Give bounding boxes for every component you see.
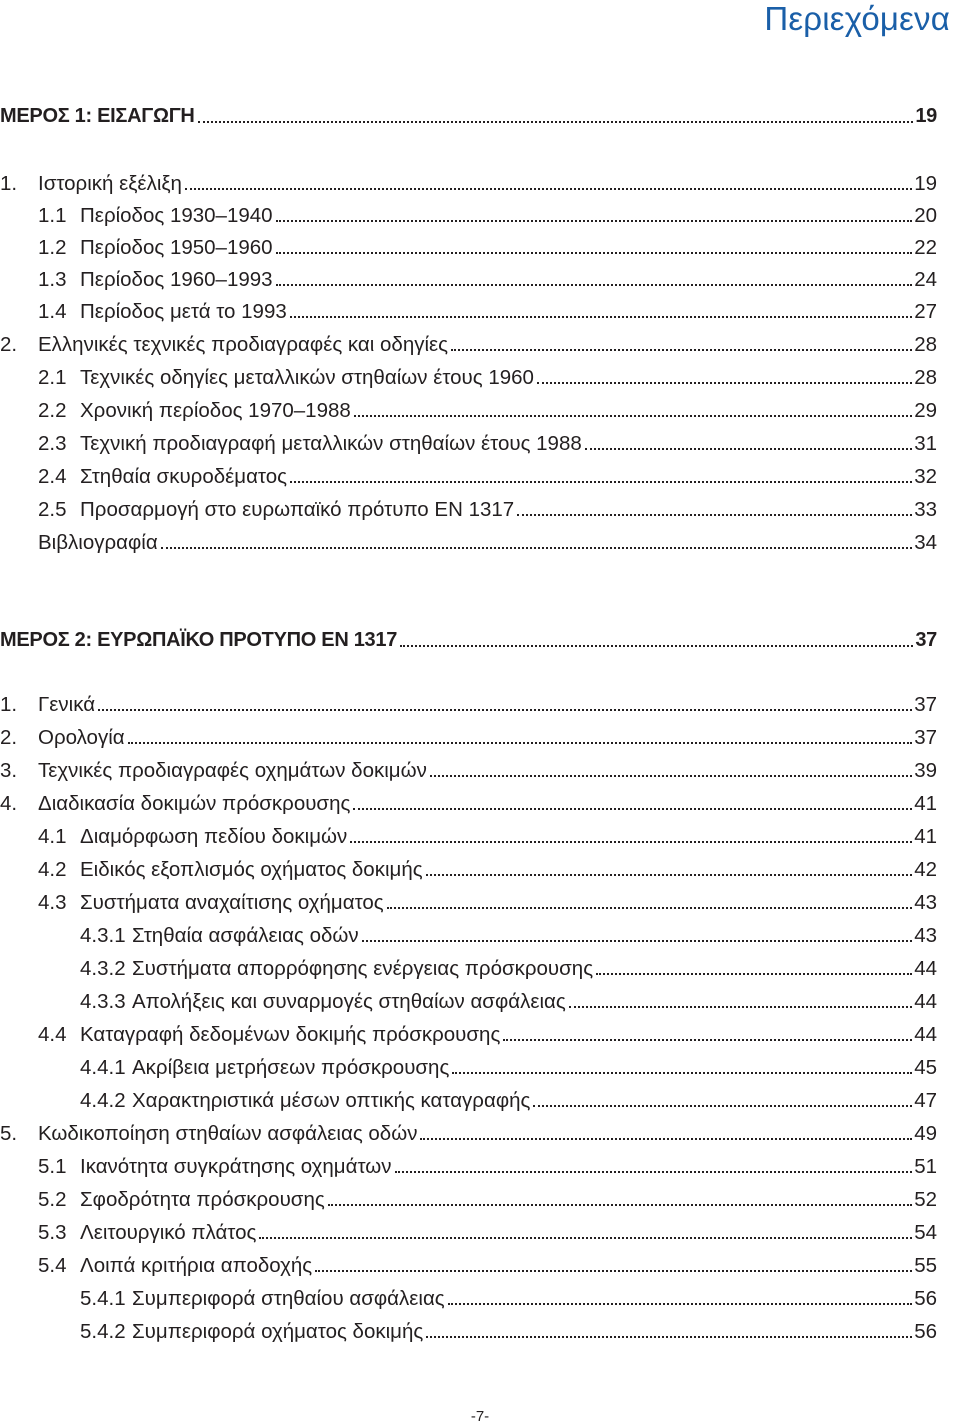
toc-entry[interactable] bbox=[0, 1216, 937, 1249]
dot-leader bbox=[276, 283, 913, 286]
toc-entry[interactable] bbox=[0, 1150, 937, 1183]
toc-entry[interactable] bbox=[0, 919, 937, 952]
toc-entry[interactable] bbox=[0, 787, 937, 820]
toc-entry-label: Λοιπά κριτήρια αποδοχής bbox=[80, 1254, 313, 1277]
toc-entry[interactable] bbox=[0, 328, 937, 361]
toc-entry-label: Διαδικασία δοκιμών πρόσκρουσης bbox=[38, 792, 351, 815]
toc-page-number: 49 bbox=[914, 1122, 937, 1145]
toc-entry-number: 4.3 bbox=[38, 891, 67, 914]
toc-entry-label: Χρονική περίοδος 1970–1988 bbox=[80, 399, 351, 422]
toc-entry-label: Διαμόρφωση πεδίου δοκιμών bbox=[80, 825, 348, 848]
toc-entry-label: Χαρακτηριστικά μέσων οπτικής καταγραφής bbox=[132, 1089, 531, 1112]
dot-leader bbox=[353, 807, 912, 810]
toc-entry-number: 2. bbox=[0, 333, 18, 356]
toc-page-number: 51 bbox=[914, 1155, 937, 1178]
toc-entry-number: 5.2 bbox=[38, 1188, 67, 1211]
toc-entry-label: Τεχνικές οδηγίες μεταλλικών στηθαίων έτους 1960 bbox=[80, 366, 534, 389]
toc-entry-label: Βιβλιογραφία bbox=[38, 531, 158, 554]
dot-leader bbox=[259, 1236, 912, 1239]
toc-entry-number: 1.3 bbox=[38, 268, 67, 291]
toc-page-number: 37 bbox=[914, 693, 937, 716]
toc-entry-label: Σφοδρότητα πρόσκρουσης bbox=[80, 1188, 325, 1211]
toc-part-2[interactable] bbox=[0, 624, 937, 657]
toc-entry[interactable] bbox=[0, 493, 937, 526]
toc-entry-label: Περίοδος 1960–1993 bbox=[80, 268, 273, 291]
toc-entry[interactable] bbox=[0, 231, 937, 264]
toc-entry-label: Ειδικός εξοπλισμός οχήματος δοκιμής bbox=[80, 858, 423, 881]
toc-entry[interactable] bbox=[0, 295, 937, 328]
toc-entry-label: Συστήματα αναχαίτισης οχήματος bbox=[80, 891, 384, 914]
dot-leader bbox=[354, 414, 912, 417]
dot-leader bbox=[290, 315, 912, 318]
toc-page-number: 31 bbox=[914, 432, 937, 455]
toc-entry-label: Ιστορική εξέλιξη bbox=[38, 172, 182, 195]
toc-entry-number: 4.4.2 bbox=[80, 1089, 126, 1112]
toc-entry-number: 5.3 bbox=[38, 1221, 67, 1244]
toc-page-number: 20 bbox=[914, 204, 937, 227]
toc-entry[interactable] bbox=[0, 526, 937, 559]
toc-entry-label: Τεχνικές προδιαγραφές οχημάτων δοκιμών bbox=[38, 759, 427, 782]
toc-entry[interactable] bbox=[0, 1051, 937, 1084]
toc-entry[interactable] bbox=[0, 361, 937, 394]
dot-leader bbox=[569, 1005, 912, 1008]
toc-entry-number: 5.4.2 bbox=[80, 1320, 126, 1343]
toc-entry-number: 4. bbox=[0, 792, 18, 815]
toc-entry-label: Προσαρμογή στο ευρωπαϊκό πρότυπο ΕΝ 1317 bbox=[80, 498, 515, 521]
toc-page-number: 33 bbox=[914, 498, 937, 521]
toc-page-number: 19 bbox=[915, 105, 937, 127]
toc-entry-label: Συστήματα απορρόφησης ενέργειας πρόσκρουσης bbox=[132, 957, 594, 980]
toc-part-label: ΜΕΡΟΣ 2: ΕΥΡΩΠΑΪΚΟ ΠΡΟΤΥΠΟ ΕΝ 1317 bbox=[0, 629, 398, 651]
dot-leader bbox=[448, 1302, 913, 1305]
toc-entry-number: 5.4.1 bbox=[80, 1287, 126, 1310]
toc-page-number: 37 bbox=[915, 629, 937, 651]
toc-entry-number: 1.1 bbox=[38, 204, 67, 227]
toc-page-number: 24 bbox=[914, 268, 937, 291]
dot-leader bbox=[315, 1269, 912, 1272]
toc-part-1[interactable] bbox=[0, 100, 937, 133]
dot-leader bbox=[400, 644, 913, 647]
toc-entry[interactable] bbox=[0, 952, 937, 985]
toc-entry-label: Στηθαία ασφάλειας οδών bbox=[132, 924, 359, 947]
toc-entry-number: 2.2 bbox=[38, 399, 67, 422]
toc-entry-number: 4.4.1 bbox=[80, 1056, 126, 1079]
dot-leader bbox=[362, 939, 913, 942]
dot-leader bbox=[517, 513, 912, 516]
dot-leader bbox=[430, 774, 912, 777]
toc-page-number: 39 bbox=[914, 759, 937, 782]
dot-leader bbox=[395, 1170, 913, 1173]
toc-entry[interactable] bbox=[0, 1249, 937, 1282]
toc-entry[interactable] bbox=[0, 985, 937, 1018]
toc-entry-number: 2.4 bbox=[38, 465, 67, 488]
toc-part-label: ΜΕΡΟΣ 1: ΕΙΣΑΓΩΓΗ bbox=[0, 105, 195, 127]
toc-entry[interactable] bbox=[0, 394, 937, 427]
toc-entry[interactable] bbox=[0, 263, 937, 296]
toc-page-number: 56 bbox=[914, 1287, 937, 1310]
toc-page-number: 29 bbox=[914, 399, 937, 422]
dot-leader bbox=[503, 1038, 912, 1041]
dot-leader bbox=[387, 906, 913, 909]
dot-leader bbox=[161, 546, 913, 549]
toc-entry-number: 5. bbox=[0, 1122, 18, 1145]
toc-entry[interactable] bbox=[0, 460, 937, 493]
toc-page-number: 41 bbox=[914, 792, 937, 815]
toc-entry[interactable] bbox=[0, 1018, 937, 1051]
toc-page-number: 55 bbox=[914, 1254, 937, 1277]
toc-entry[interactable] bbox=[0, 886, 937, 919]
toc-entry-number: 2.1 bbox=[38, 366, 67, 389]
dot-leader bbox=[451, 348, 912, 351]
toc-entry[interactable] bbox=[0, 427, 937, 460]
toc-entry[interactable] bbox=[0, 1315, 937, 1348]
toc-entry[interactable] bbox=[0, 688, 937, 721]
page-title: Περιεχόμενα bbox=[764, 0, 950, 37]
toc-page-number: 47 bbox=[914, 1089, 937, 1112]
toc-entry-label: Συμπεριφορά στηθαίου ασφάλειας bbox=[132, 1287, 445, 1310]
dot-leader bbox=[426, 873, 913, 876]
dot-leader bbox=[185, 187, 912, 190]
toc-entry[interactable] bbox=[0, 754, 937, 787]
toc-page-number: 44 bbox=[914, 990, 937, 1013]
toc-entry-number: 2.3 bbox=[38, 432, 67, 455]
toc-entry-number: 2. bbox=[0, 726, 18, 749]
toc-entry-label: Περίοδος μετά το 1993 bbox=[80, 300, 287, 323]
toc-page-number: 42 bbox=[914, 858, 937, 881]
toc-entry-label: Περίοδος 1950–1960 bbox=[80, 236, 273, 259]
toc-entry-number: 1. bbox=[0, 693, 18, 716]
toc-entry-label: Λειτουργικό πλάτος bbox=[80, 1221, 257, 1244]
dot-leader bbox=[533, 1104, 912, 1107]
toc-entry[interactable] bbox=[0, 167, 937, 200]
toc-page-number: 44 bbox=[914, 1023, 937, 1046]
toc-entry-number: 2.5 bbox=[38, 498, 67, 521]
dot-leader bbox=[98, 708, 912, 711]
toc-page-number: 37 bbox=[914, 726, 937, 749]
toc-entry-label: Ελληνικές τεχνικές προδιαγραφές και οδηγίες bbox=[38, 333, 449, 356]
dot-leader bbox=[420, 1137, 912, 1140]
toc-page-number: 44 bbox=[914, 957, 937, 980]
toc-page-number: 32 bbox=[914, 465, 937, 488]
toc-page-number: 22 bbox=[914, 236, 937, 259]
toc-entry-number: 1.4 bbox=[38, 300, 67, 323]
toc-entry-number: 5.4 bbox=[38, 1254, 67, 1277]
toc-entry[interactable] bbox=[0, 1282, 937, 1315]
dot-leader bbox=[585, 447, 912, 450]
toc-entry-label: Γενικά bbox=[38, 693, 96, 716]
dot-leader bbox=[596, 972, 912, 975]
toc-page-number: 34 bbox=[914, 531, 937, 554]
toc-entry[interactable] bbox=[0, 1084, 937, 1117]
toc-entry-number: 4.4 bbox=[38, 1023, 67, 1046]
toc-entry[interactable] bbox=[0, 199, 937, 232]
toc-page-number: 45 bbox=[914, 1056, 937, 1079]
toc-page-number: 41 bbox=[914, 825, 937, 848]
toc-entry[interactable] bbox=[0, 820, 937, 853]
dot-leader bbox=[198, 120, 914, 123]
toc-entry-label: Απολήξεις και συναρμογές στηθαίων ασφάλειας bbox=[132, 990, 566, 1013]
toc-entry-label: Ικανότητα συγκράτησης οχημάτων bbox=[80, 1155, 392, 1178]
dot-leader bbox=[128, 741, 913, 744]
toc-page-number: 43 bbox=[914, 924, 937, 947]
dot-leader bbox=[328, 1203, 912, 1206]
dot-leader bbox=[276, 251, 913, 254]
toc-entry-label: Καταγραφή δεδομένων δοκιμής πρόσκρουσης bbox=[80, 1023, 501, 1046]
toc-entry-label: Συμπεριφορά οχήματος δοκιμής bbox=[132, 1320, 424, 1343]
toc-entry-number: 4.3.3 bbox=[80, 990, 126, 1013]
toc-page-number: 52 bbox=[914, 1188, 937, 1211]
toc-page-number: 28 bbox=[914, 366, 937, 389]
toc-entry-number: 4.3.2 bbox=[80, 957, 126, 980]
toc-entry[interactable] bbox=[0, 721, 937, 754]
dot-leader bbox=[452, 1071, 912, 1074]
toc-entry-label: Τεχνική προδιαγραφή μεταλλικών στηθαίων έτους 1988 bbox=[80, 432, 582, 455]
toc-entry[interactable] bbox=[0, 1117, 937, 1150]
toc-entry[interactable] bbox=[0, 1183, 937, 1216]
toc-page-number: 19 bbox=[914, 172, 937, 195]
toc-entry-label: Περίοδος 1930–1940 bbox=[80, 204, 273, 227]
toc-entry-number: 1.2 bbox=[38, 236, 67, 259]
dot-leader bbox=[276, 219, 913, 222]
toc-entry-number: 5.1 bbox=[38, 1155, 67, 1178]
toc-entry-label: Κωδικοποίηση στηθαίων ασφάλειας οδών bbox=[38, 1122, 418, 1145]
toc-entry-number: 4.1 bbox=[38, 825, 67, 848]
toc-page-number: 54 bbox=[914, 1221, 937, 1244]
toc-page-number: 28 bbox=[914, 333, 937, 356]
dot-leader bbox=[290, 480, 912, 483]
toc-entry-number: 4.2 bbox=[38, 858, 67, 881]
toc-entry-label: Ορολογία bbox=[38, 726, 125, 749]
page-number-footer: -7- bbox=[470, 1408, 490, 1425]
toc-page-number: 43 bbox=[914, 891, 937, 914]
toc-entry-label: Στηθαία σκυροδέματος bbox=[80, 465, 288, 488]
dot-leader bbox=[350, 840, 912, 843]
toc-page-number: 27 bbox=[914, 300, 937, 323]
toc-entry[interactable] bbox=[0, 853, 937, 886]
dot-leader bbox=[537, 381, 912, 384]
toc-entry-number: 4.3.1 bbox=[80, 924, 126, 947]
toc-page-number: 56 bbox=[914, 1320, 937, 1343]
dot-leader bbox=[426, 1335, 912, 1338]
toc-entry-number: 3. bbox=[0, 759, 18, 782]
toc-entry-label: Ακρίβεια μετρήσεων πρόσκρουσης bbox=[132, 1056, 450, 1079]
toc-entry-number: 1. bbox=[0, 172, 18, 195]
